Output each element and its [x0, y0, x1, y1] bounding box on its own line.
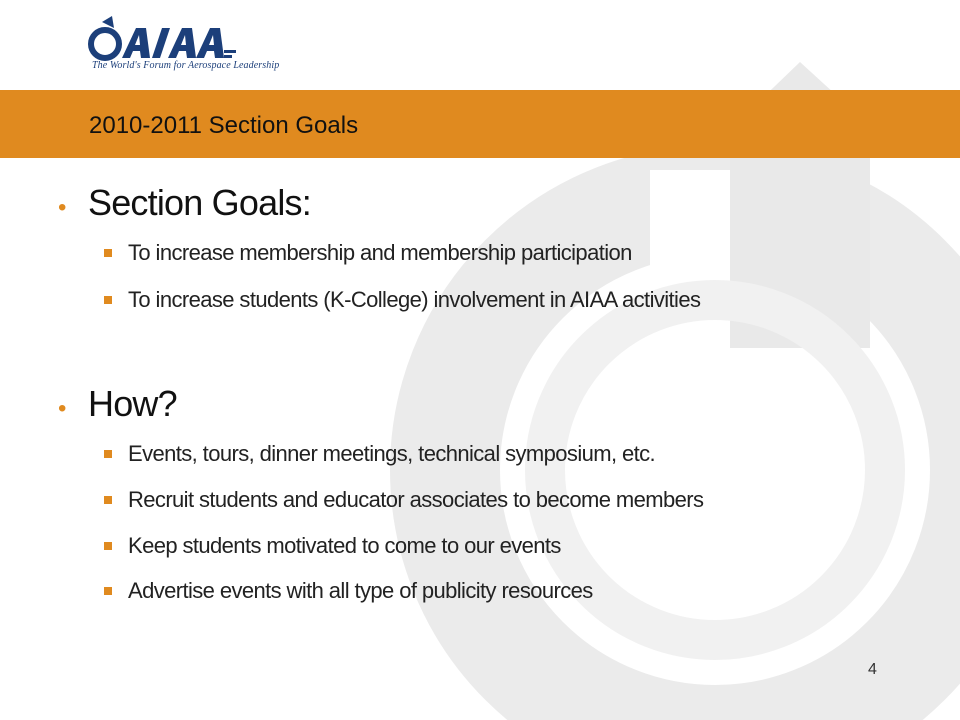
bullet-dot-icon: •	[58, 194, 66, 221]
logo-tagline: The World's Forum for Aerospace Leadership	[92, 60, 280, 71]
square-bullet-icon	[104, 249, 112, 257]
square-bullet-icon	[104, 496, 112, 504]
slide-content: • Section Goals: To increase membership and membership participation To increase students (K-College) involvement in AIAA activities • How? Events, tours, dinner meetings, technical symposium, etc. Recruit students and educator associates to become members Keep students motivated to come to our events Advertise events with all type of publicity resources	[58, 182, 704, 603]
slide-title: 2010-2011 Section Goals	[89, 112, 359, 139]
bullet-dot-icon: •	[58, 395, 66, 422]
square-bullet-icon	[104, 296, 112, 304]
square-bullet-icon	[104, 587, 112, 595]
square-bullet-icon	[104, 542, 112, 550]
page-number: 4	[868, 661, 877, 678]
square-bullet-icon	[104, 450, 112, 458]
